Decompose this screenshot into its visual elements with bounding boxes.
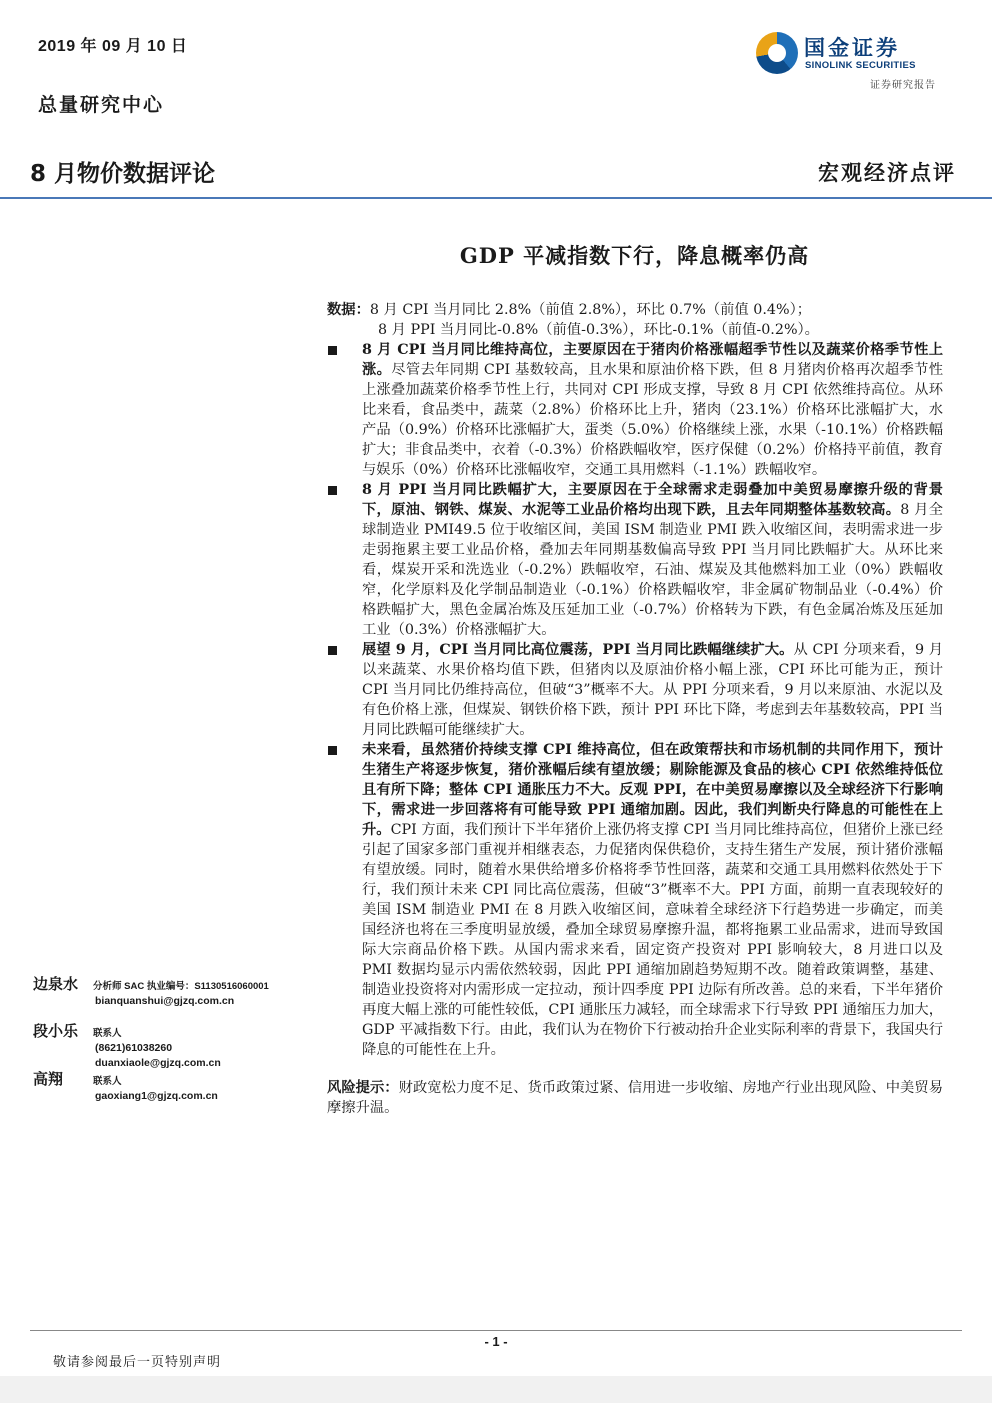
bullet-lead: 未来看，虽然猪价持续支撑 CPI 维持高位，但在政策帮扶和市场机制的共同作用下，预计生猪生产将逐步恢复，猪价涨幅后续有望放缓；剔除能源及食品的核心 CPI 依然维持低位且有所下降；整体 CPI 通胀压力不大。反观 PPI，在中美贸易摩擦以及全球经济下行影响下，需求进一步回落将有可能导致 PPI 通缩加剧。因此，我们判断央行降息的可能性在上升。 — [362, 742, 943, 838]
logo-english-name: SINOLINK SECURITIES — [805, 60, 916, 71]
risk-label: 风险提示： — [327, 1080, 399, 1096]
bullet-square-icon — [328, 746, 337, 755]
bullet-text: 尽管去年同期 CPI 基数较高，且水果和原油价格下跌，但 8 月猪肉价格再次超季节性上涨叠加蔬菜价格季节性上行，共同对 CPI 形成支撑，导致 8 月 CPI 依然维持高位。从环比来看，食品类中，蔬菜（2.8%）价格环比上升，猪肉（23.1%）价格环比涨幅扩大，水产品（0.9%）价格环比涨幅扩大，蛋类（5.0%）价格继续上涨，水果（-10.1%）价格跌幅扩大；非食品类中，衣着（-0.3%）价格跌幅收窄，医疗保健（0.2%）价格持平前值，教育与娱乐（0%）价格环比涨幅收窄，交通工具用燃料（-1.1%）跌幅收窄。 — [362, 362, 944, 478]
bullet-text: 从 CPI 分项来看，9 月以来蔬菜、水果价格均值下跌，但猪肉以及原油价格小幅上涨，CPI 环比可能为正，预计 CPI 当月同比仍维持高位，但破“3”概率不大。从 PPI 分项来看，9 月以来原油、水泥以及有色价格上涨，但煤炭、钢铁价格下跌，预计 PPI 环比下降，考虑到去年基数较高，PPI 当月同比跌幅可能继续扩大。 — [362, 642, 943, 738]
analyst-role: 分析师 SAC 执业编号：S1130516060001 — [93, 981, 269, 992]
bullet-item — [327, 640, 943, 740]
analyst-role: 联系人 — [93, 1028, 122, 1039]
analyst-email: bianquanshui@gjzq.com.cn — [95, 995, 235, 1007]
data-line-cpi — [327, 300, 943, 320]
bullet-lead: 展望 9 月，CPI 当月同比高位震荡，PPI 当月同比跌幅继续扩大。 — [362, 642, 794, 658]
logo-subtitle: 证券研究报告 — [870, 80, 936, 91]
analyst-email: gaoxiang1@gjzq.com.cn — [95, 1090, 218, 1102]
analyst-card — [33, 1020, 221, 1071]
report-body — [327, 300, 943, 1118]
analyst-card — [33, 973, 269, 1009]
bullet-text: CPI 方面，我们预计下半年猪价上涨仍将支撑 CPI 当月同比维持高位，但猪价上涨已经引起了国家多部门重视并相继表态，力促猪肉保供稳价，支持生猪生产发展，预计猪价涨幅有望放缓。同时，随着水果供给增多价格将季节性回落，蔬菜和交通工具用燃料依然处于下行，我们预计未来 CPI 同比高位震荡，但破“3”概率不大。PPI 方面，前期一直表现较好的美国 ISM 制造业 PMI 在 8 月跌入收缩区间，意味着全球经济下行趋势进一步确定，而美国经济也将在三季度明显放缓，叠加全球贸易摩擦升温，都将拖累工业品需求，进而导致国际大宗商品价格下跌。从国内需求来看，固定资产投资对 PPI 影响较大，8 月进口以及 PMI 数据均显示内需依然较弱，因此 PPI 通缩加剧趋势短期不改。随着政策调整，基建、制造业投资将对内需形成一定拉动，预计四季度 PPI 边际有所改善。总的来看，下半年猪价再度大幅上涨的可能性较低，CPI 通胀压力减轻，而全球需求下行导致 PPI 通缩压力加大，GDP 平减指数下行。由此，我们认为在物价下行被动抬升企业实际利率的背景下，我国央行降息的可能性在上升。 — [362, 822, 943, 1058]
headline: GDP 平减指数下行，降息概率仍高 — [459, 243, 810, 268]
data-line-ppi: 8 月 PPI 当月同比-0.8%（前值-0.3%），环比-0.1%（前值-0.2%）。 — [378, 322, 819, 338]
analyst-phone: (8621)61038260 — [95, 1042, 173, 1054]
disclaimer-note: 敬请参阅最后一页特别声明 — [53, 1355, 222, 1370]
bullet-text: 8 月全球制造业 PMI49.5 位于收缩区间，美国 ISM 制造业 PMI 跌入收缩区间，表明需求进一步走弱拖累主要工业品价格，叠加去年同期基数偏高导致 PPI 当月同比跌幅扩大。从环比来看，煤炭开采和洗选业（-0.2%）跌幅收窄，石油、煤炭及其他燃料加工业（0%）跌幅收窄，化学原料及化学制品制造业（-0.1%）价格跌幅收窄，非金属矿物制品业（-0.4%）价格跌幅扩大，黑色金属冶炼及压延加工业（-0.7%）价格转为下跌，有色金属冶炼及压延加工业（0.3%）价格涨幅扩大。 — [362, 502, 944, 638]
analyst-name: 段小乐 — [33, 1022, 79, 1040]
analyst-email: duanxiaole@gjzq.com.cn — [95, 1057, 221, 1069]
analyst-role: 联系人 — [93, 1076, 122, 1087]
department-name: 总量研究中心 — [38, 94, 165, 116]
risk-warning — [327, 1078, 943, 1118]
bullet-item — [327, 340, 943, 480]
data-label: 数据： — [327, 302, 370, 318]
report-title: 8 月物价数据评论 — [30, 161, 216, 187]
logo-chinese-name: 国金证券 — [804, 36, 900, 60]
footer-divider — [30, 1330, 962, 1331]
bullet-lead: 8 月 CPI 当月同比维持高位，主要原因在于猪肉价格涨幅超季节性以及蔬菜价格季节性上涨。 — [362, 342, 943, 378]
bullet-square-icon — [328, 346, 337, 355]
bullet-item — [327, 480, 943, 640]
bullet-lead: 8 月 PPI 当月同比跌幅扩大，主要原因在于全球需求走弱叠加中美贸易摩擦升级的背景下，原油、钢铁、煤炭、水泥等工业品价格均出现下跌，且去年同期整体基数较高。 — [362, 482, 943, 518]
analyst-name: 高翔 — [33, 1070, 64, 1088]
analyst-card — [33, 1068, 218, 1104]
bullet-item — [327, 740, 943, 1060]
header-divider — [0, 197, 992, 199]
page-number: - 1 - — [484, 1334, 508, 1349]
bullet-square-icon — [328, 486, 337, 495]
risk-text: 财政宽松力度不足、货币政策过紧、信用进一步收缩、房地产行业出现风险、中美贸易摩擦升温。 — [327, 1080, 944, 1116]
data-cpi-text: 8 月 CPI 当月同比 2.8%（前值 2.8%），环比 0.7%（前值 0.4%）； — [369, 302, 812, 318]
analyst-name: 边泉水 — [33, 975, 79, 993]
bottom-band — [0, 1376, 992, 1403]
logo-mark-icon — [756, 32, 798, 74]
report-date: 2019 年 09 月 10 日 — [38, 38, 188, 55]
bullet-square-icon — [328, 646, 337, 655]
report-type: 宏观经济点评 — [818, 160, 956, 185]
